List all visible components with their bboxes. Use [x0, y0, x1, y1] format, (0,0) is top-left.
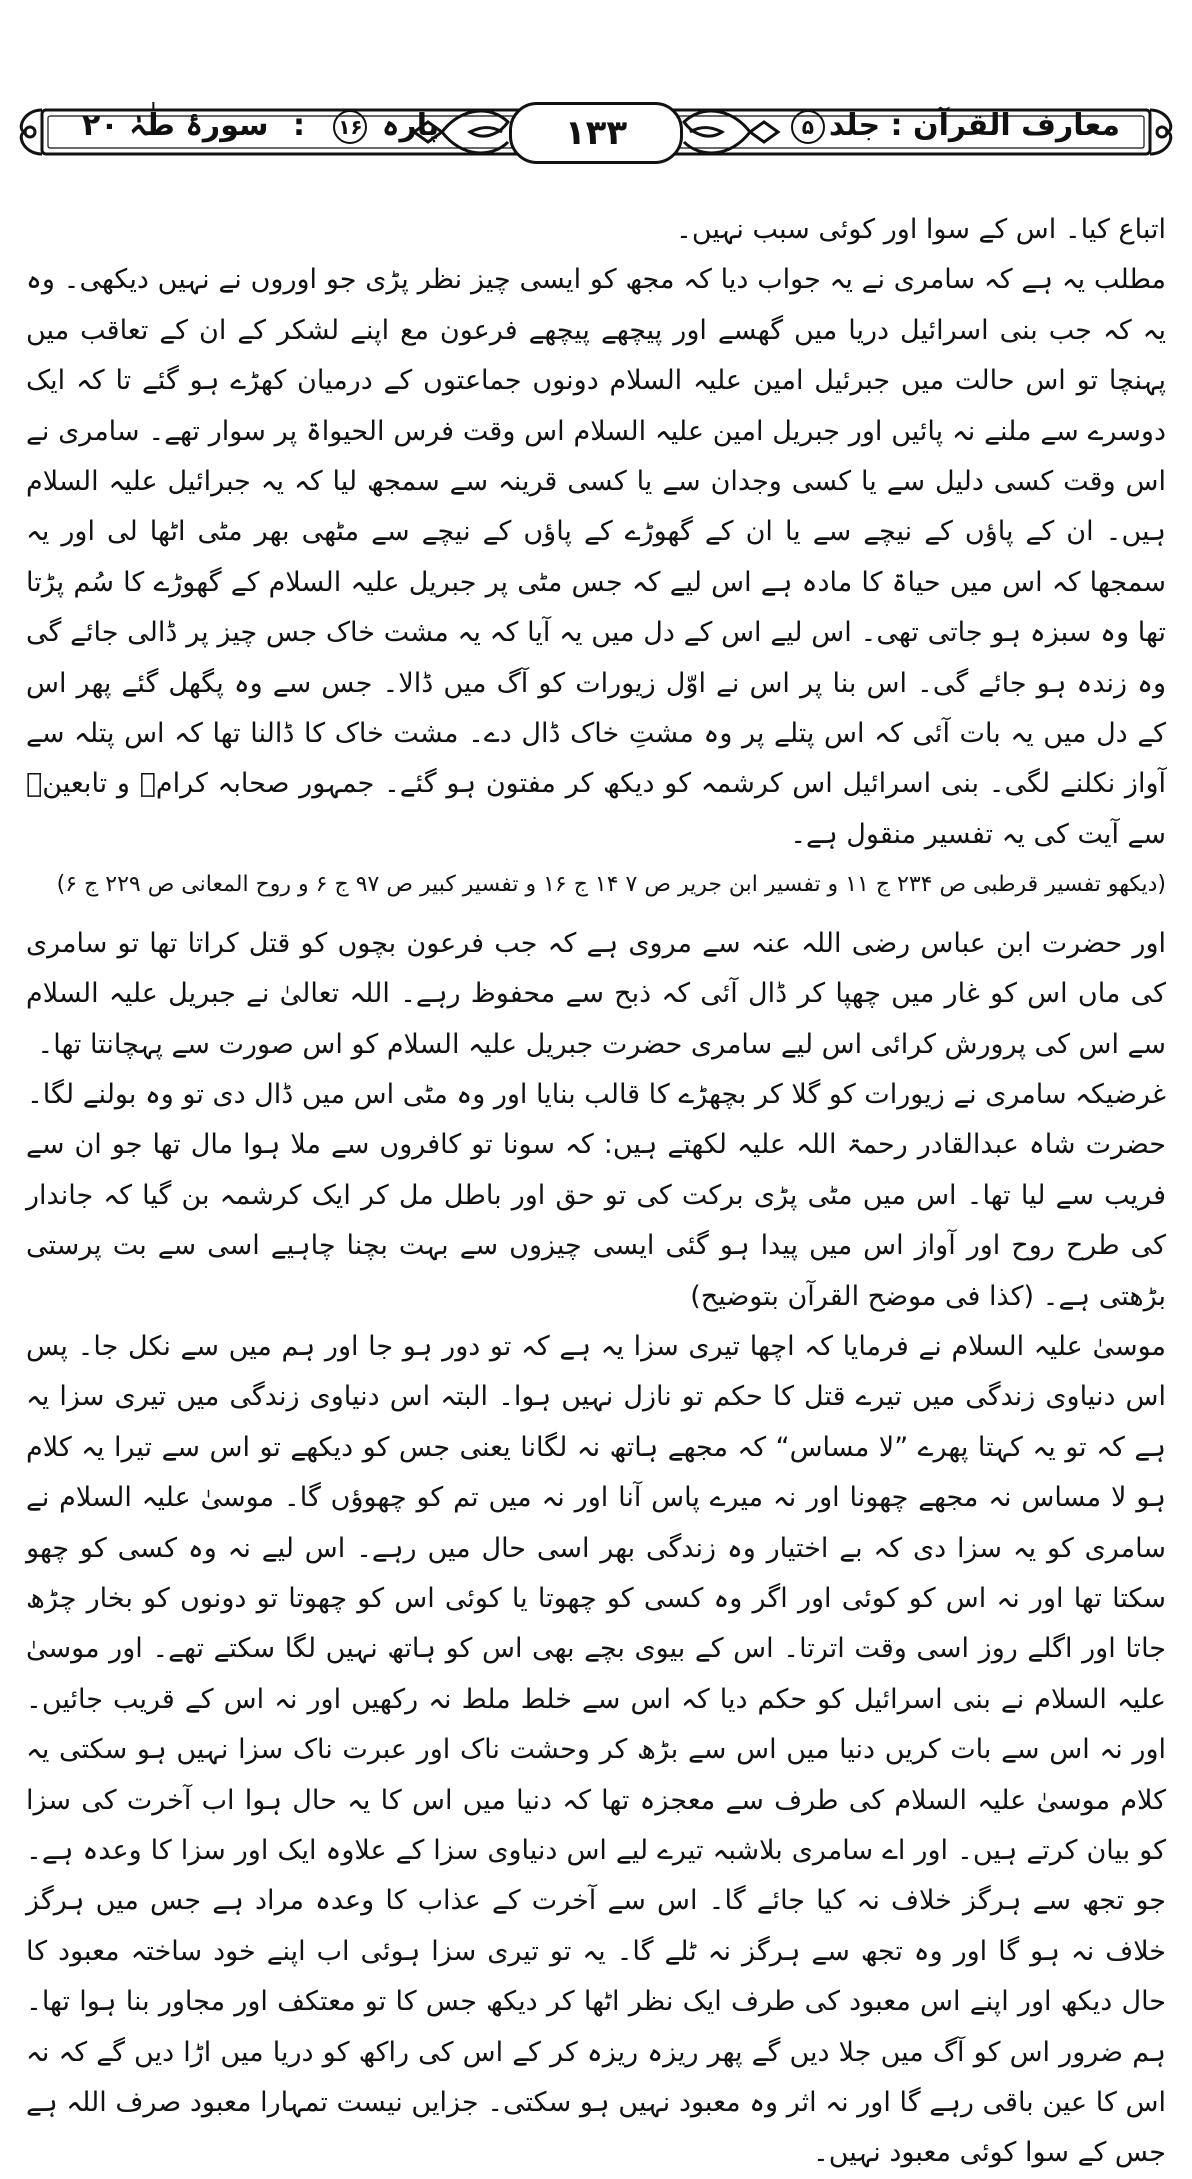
- page-header: [12, 96, 1180, 168]
- volume-number: ۵: [791, 110, 825, 144]
- paragraph: غرضیکہ سامری نے زیورات کو گلا کر بچھڑے کا قالب بنایا اور وہ مٹی اس میں ڈال دی تو وہ بولنے لگا۔: [26, 1078, 1166, 1110]
- paragraph: اور حضرت ابن عباس رضی اللہ عنہ سے مروی ہے کہ جب فرعون بچوں کو قتل کراتا تھا تو سامری کی ماں اس کو غار میں چھپا کر ڈال آئی کہ ذبح سے محفوظ رہے۔ اللہ تعالیٰ نے جبریل علیہ السلام سے اس کی پرورش کرائی اس لیے سامری حضرت جبریل علیہ السلام کو اس صورت سے پہچانتا تھا۔: [26, 927, 1166, 1060]
- paragraph: مطلب یہ ہے کہ سامری نے یہ جواب دیا کہ مجھ کو ایسی چیز نظر پڑی جو اوروں نے نہیں دیکھی۔ وہ یہ کہ جب بنی اسرائیل دریا میں گھسے اور پیچھے پیچھے فرعون مع اپنے لشکر کے ان کے تعاقب میں پہنچا تو اس حالت میں جبرئیل امین علیہ السلام دونوں جماعتوں کے درمیان کھڑے ہو گئے تا کہ ایک دوسرے سے ملنے نہ پائیں اور جبریل امین علیہ السلام اس وقت فرس الحیواۃ پر سوار تھے۔ سامری نے اس وقت کسی دلیل سے یا کسی وجدان سے یا کسی قرینہ سے سمجھ لیا کہ یہ جبرائیل علیہ السلام ہیں۔ ان کے پاؤں کے نیچے سے یا ان کے گھوڑے کے پاؤں کے نیچے سے مٹھی بھر مٹی اٹھا لی اور یہ سمجھا کہ اس میں حیاۃ کا مادہ ہے اس لیے کہ جس مٹی پر جبریل علیہ السلام کے گھوڑے کا سُم پڑتا تھا وہ سبزہ ہو جاتی تھی۔ اس لیے اس کے دل میں یہ آیا کہ یہ مشت خاک جس چیز پر ڈالی جائے گی وہ زندہ ہو جائے گی۔ اس بنا پر اس نے اوّل زیورات کو آگ میں ڈالا۔ جس سے وہ پگھل گئے پھر اس کے دل میں یہ بات آئی کہ اس پتلے پر وہ مشتِ خاک ڈال دے۔ مشت خاک کا ڈالنا تھا کہ اس پتلہ سے آواز نکلنے لگی۔ بنی اسرائیل اس کرشمہ کو دیکھ کر مفتون ہو گئے۔ جمہور صحابہ کرامؓ و تابعینؒ سے آیت کی یہ تفسیر منقول ہے۔: [26, 264, 1166, 850]
- book-title-text: معارف القرآن : جلد: [828, 108, 1120, 143]
- page-body: [26, 205, 1166, 2179]
- paragraph: موسیٰ علیہ السلام نے فرمایا کہ اچھا تیری سزا یہ ہے کہ تو دور ہو جا اور ہم میں سے نکل جا۔ پس اس دنیاوی زندگی میں تیرے قتل کا حکم تو نازل نہیں ہوا۔ البتہ اس دنیاوی زندگی میں تیری سزا یہ ہے کہ تو یہ کہتا پھرے ”لا مساس“ کہ مجھے ہاتھ نہ لگانا یعنی جس کو دیکھے تو اس سے تیرا یہ کلام ہو لا مساس نہ مجھے چھونا اور نہ میرے پاس آنا اور نہ میں تم کو چھوؤں گا۔ موسیٰ علیہ السلام نے سامری کو یہ سزا دی کہ بے اختیار وہ زندگی بھر اسی حال میں رہے۔ اس لیے نہ وہ کسی کو چھو سکتا تھا اور نہ اس کو کوئی اور اگر وہ کسی کو چھوتا یا کوئی اس کو چھوتا تو دونوں کو بخار چڑھ جاتا اور اگلے روز اسی وقت اترتا۔ اس کے بیوی بچے بھی اس کو ہاتھ نہیں لگا سکتے تھے۔ اور موسیٰ علیہ السلام نے بنی اسرائیل کو حکم دیا کہ اس سے خلط ملط نہ رکھیں اور نہ اس کے قریب جائیں۔ اور نہ اس سے بات کریں دنیا میں اس سے بڑھ کر وحشت ناک اور عبرت ناک سزا نہیں ہو سکتی یہ کلام موسیٰ علیہ السلام کی طرف سے معجزہ تھا کہ دنیا میں اس کا یہ حال ہوا اب آخرت کی سزا کو بیان کرتے ہیں۔ اور اے سامری بلاشبہ تیرے لیے اس دنیاوی سزا کے علاوہ ایک اور سزا کا وعدہ ہے۔ جو تجھ سے ہرگز خلاف نہ کیا جائے گا۔ اس سے آخرت کے عذاب کا وعدہ مراد ہے جس میں ہرگز خلاف نہ ہو گا اور وہ تجھ سے ہرگز نہ ٹلے گا۔ یہ تو تیری سزا ہوئی اب اپنے خود ساختہ معبود کا حال دیکھ اور اپنے اس معبود کی طرف ایک نظر اٹھا کر دیکھ جس کا تو معتکف اور مجاور بنا ہوا تھا۔ ہم ضرور اس کو آگ میں جلا دیں گے پھر ریزہ ریزہ کر کے اس کی راکھ کو دریا میں اڑا دیں گے کہ نہ اس کا عین باقی رہے گا اور نہ اثر وہ معبود نہیں ہو سکتی۔ جزایں نیست تمہارا معبود صرف اللہ ہے جس کے سوا کوئی معبود نہیں۔: [26, 1330, 1166, 2169]
- para-label: پارہ: [381, 108, 440, 143]
- paragraph: اتباع کیا۔ اس کے سوا اور کوئی سبب نہیں۔: [676, 214, 1166, 245]
- surah-label: سورۂ طٰہٰ ۲۰: [82, 108, 269, 143]
- paragraph: حضرت شاہ عبدالقادر رحمۃ اللہ علیہ لکھتے ہیں: کہ سونا تو کافروں سے ملا ہوا مال تھا جو ان سے فریب سے لیا تھا۔ اس میں مٹی پڑی برکت کی تو حق اور باطل مل کر ایک کرشمہ بن گیا کہ جاندار کی طرح روح اور آواز اس میں پیدا ہو گئی ایسی چیزوں سے بہت بچنا چاہیے اسی سے بت پرستی بڑھتی ہے۔ (کذا فی موضح القرآن بتوضیح): [26, 1129, 1166, 1312]
- header-colon: :: [292, 108, 305, 143]
- book-title: [787, 108, 1120, 144]
- reference-citation: (دیکھو تفسیر قرطبی ص ۲۳۴ ج ۱۱ و تفسیر ابن جریر ص ۷ ۱۴ ج ۱۶ و تفسیر کبیر ص ۹۷ ج ۶ و روح المعانی ص ۲۲۹ ج ۶): [56, 872, 1166, 898]
- page-number: ۱۳۳: [509, 102, 683, 164]
- para-surah-label: [82, 108, 439, 144]
- para-number: ۱۶: [333, 110, 367, 144]
